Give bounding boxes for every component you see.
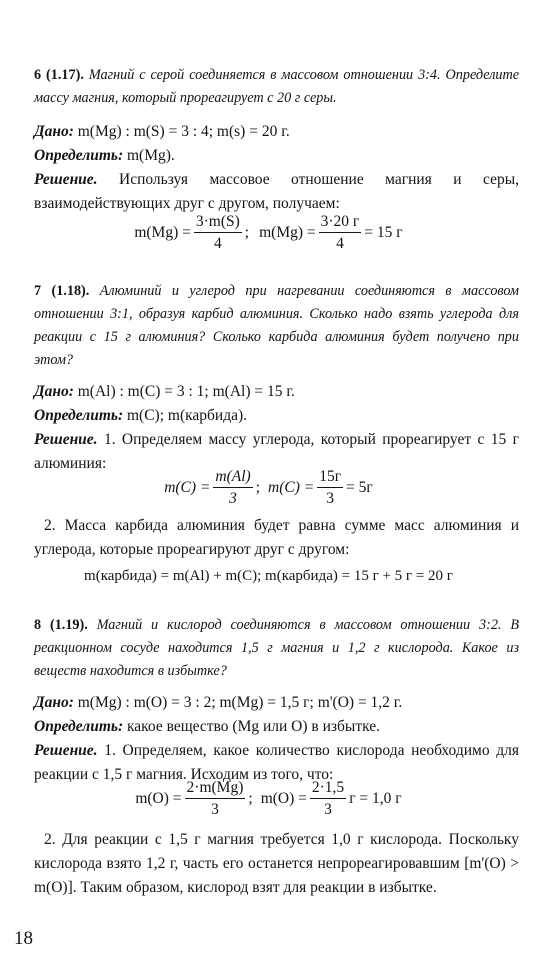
- separator: ;: [244, 223, 250, 241]
- find-label: Определить:: [34, 407, 124, 424]
- solution-label: Решение.: [34, 171, 98, 188]
- page-number: 18: [14, 928, 33, 949]
- solution-label: Решение.: [34, 742, 98, 759]
- formula-lhs-2: m(C) =: [268, 478, 315, 496]
- problem-7-part-2: [34, 514, 519, 562]
- find-line: [34, 715, 519, 739]
- formula-sum: m(карбида) = m(Al) + m(C); m(карбида) = 15 г + 5 г = 20 г: [84, 568, 453, 584]
- formula-result: г = 1,0 г: [349, 789, 402, 807]
- find-label: Определить:: [34, 718, 124, 735]
- formula-lhs-2: m(Mg) =: [259, 223, 316, 241]
- formula-lhs-2: m(O) =: [260, 789, 307, 807]
- paragraph-2: 2. Масса карбида алюминия будет равна сумме масс алюминия и углерода, которые прореагируют друг с другом:: [34, 517, 519, 558]
- paragraph-2: 2. Для реакции с 1,5 г магния требуется 1,0 г кислорода. Поскольку кислорода взято 1,2 г, часть его останется непрореагировавшим [m'(O) > m(O)]. Таким образом, кислород взят для реакции в избытке.: [34, 831, 519, 896]
- formula-6: [0, 212, 537, 253]
- numerator-2: 3·20 г: [319, 212, 362, 233]
- fraction: [185, 778, 246, 819]
- find-label: Определить:: [34, 147, 124, 164]
- problem-text: Алюминий и углерод при нагревании соединяются в массовом отношении 3:1, образуя карбид алюминия. Сколько надо взять углерода для реакции с 15 г алюминия? Сколько карбида алюминия будет получено при этом?: [34, 283, 519, 368]
- given-label: Дано:: [34, 123, 74, 140]
- problem-6: [34, 64, 519, 216]
- solution-text: Используя массовое отношение магния и серы, взаимодействующих друг с другом, получаем:: [34, 171, 519, 212]
- separator: ;: [248, 789, 253, 807]
- problem-6-statement: [34, 64, 519, 110]
- problem-text: Магний с серой соединяется в массовом отношении 3:4. Определите массу магния, который прореагирует с 20 г серы.: [34, 67, 520, 106]
- given-label: Дано:: [34, 383, 74, 400]
- denominator-2: 3: [326, 490, 334, 507]
- given-text: m(Mg) : m(O) = 3 : 2; m(Mg) = 1,5 г; m'(O) = 1,2 г.: [77, 694, 403, 711]
- denominator-2: 4: [336, 235, 344, 252]
- problem-8: [34, 614, 519, 787]
- find-text: m(Mg).: [127, 147, 175, 164]
- fraction: [194, 212, 242, 253]
- denominator: 3: [211, 801, 219, 818]
- formula-8: [0, 778, 537, 819]
- given-line: [34, 691, 519, 715]
- given-line: [34, 380, 519, 404]
- formula-result: = 15 г: [364, 223, 403, 241]
- formula-result: = 5г: [346, 478, 373, 496]
- formula-7b: [0, 568, 537, 585]
- solution-label: Решение.: [34, 431, 98, 448]
- numerator: m(Al): [213, 467, 252, 488]
- formula-lhs: m(C) =: [164, 478, 211, 496]
- problem-8-statement: [34, 614, 519, 683]
- fraction: [213, 467, 252, 508]
- problem-7-statement: [34, 280, 519, 372]
- find-text: m(C); m(карбида).: [127, 407, 248, 424]
- solution-text: 1. Определяем, какое количество кислорода необходимо для реакции с 1,5 г магния. Исходим из того, что:: [34, 742, 519, 783]
- problem-number: 7 (1.18).: [34, 283, 90, 299]
- fraction-2: [317, 467, 343, 508]
- formula-7: [0, 467, 537, 508]
- solution-line: [34, 168, 519, 216]
- problem-7: [34, 280, 519, 476]
- problem-8-part-2: [34, 828, 519, 900]
- fraction-2: [310, 778, 346, 819]
- find-text: какое вещество (Mg или O) в избытке.: [127, 718, 380, 735]
- denominator: 3: [229, 490, 237, 507]
- fraction-2: [319, 212, 362, 253]
- formula-lhs: m(Mg) =: [134, 223, 191, 241]
- find-line: [34, 404, 519, 428]
- numerator: 3·m(S): [194, 212, 242, 233]
- given-line: [34, 120, 519, 144]
- given-text: m(Al) : m(C) = 3 : 1; m(Al) = 15 г.: [77, 383, 295, 400]
- given-label: Дано:: [34, 694, 74, 711]
- solution-text: 1. Определяем массу углерода, который прореагирует с 15 г алюминия:: [34, 431, 519, 472]
- numerator-2: 2·1,5: [310, 778, 346, 799]
- separator: ;: [255, 478, 260, 496]
- problem-text: Магний и кислород соединяются в массовом отношении 3:2. В реакционном сосуде находится 1,5 г магния и 1,2 г кислорода. Какое из веществ находится в избытке?: [34, 617, 519, 679]
- formula-lhs: m(O) =: [135, 789, 182, 807]
- denominator-2: 3: [324, 801, 332, 818]
- numerator-2: 15г: [317, 467, 343, 488]
- find-line: [34, 144, 519, 168]
- numerator: 2·m(Mg): [185, 778, 246, 799]
- problem-number: 6 (1.17).: [34, 67, 84, 83]
- denominator: 4: [213, 235, 222, 252]
- given-text: m(Mg) : m(S) = 3 : 4; m(s) = 20 г.: [77, 123, 290, 140]
- problem-number: 8 (1.19).: [34, 617, 88, 633]
